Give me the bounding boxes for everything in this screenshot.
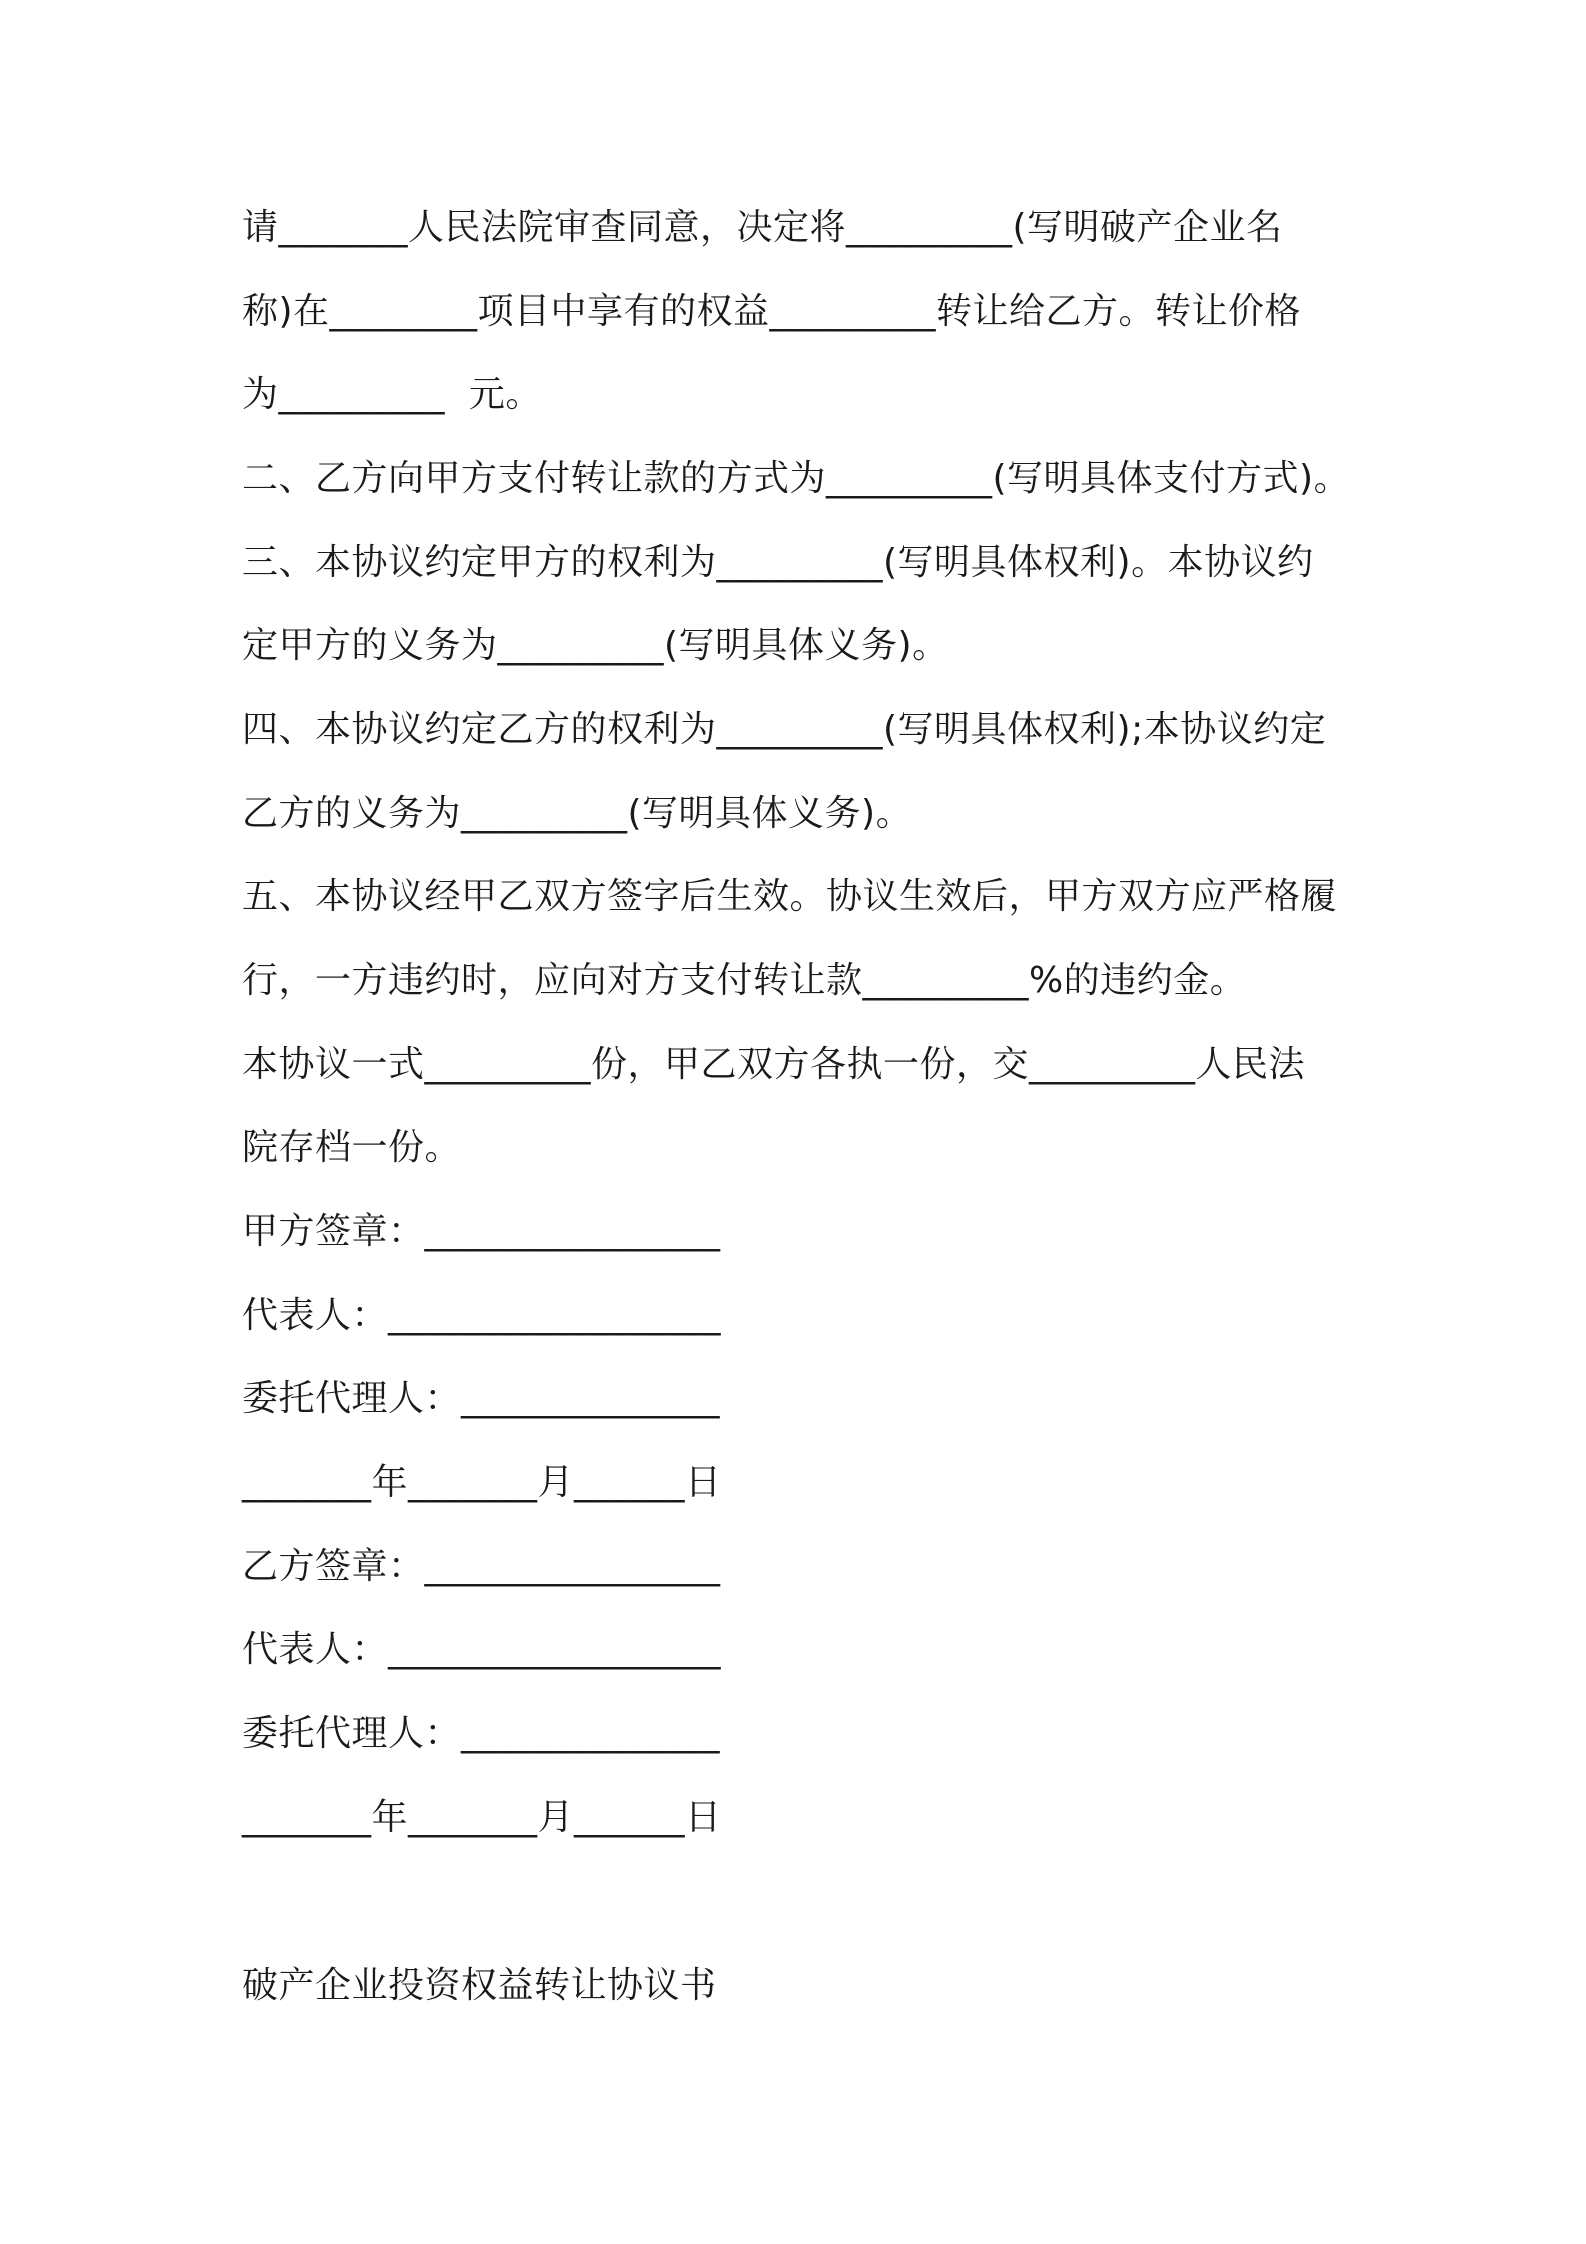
party-a-agent: 委托代理人：______________ bbox=[242, 1378, 721, 1419]
party-b-signature: 乙方签章：________________ bbox=[242, 1546, 721, 1587]
copies-line-2: 院存档一份。 bbox=[242, 1127, 462, 1168]
document-title: 破产企业投资权益转让协议书 bbox=[242, 1965, 717, 2006]
party-b-date: _______年_______月______日 bbox=[242, 1797, 722, 1838]
clause-five-line-2: 行，一方违约时，应向对方支付转让款_________%的违约金。 bbox=[242, 960, 1247, 1001]
clause-three-line-2: 定甲方的义务为_________(写明具体义务)。 bbox=[242, 625, 949, 666]
copies-line-1: 本协议一式_________份，甲乙双方各执一份，交_________人民法 bbox=[242, 1044, 1306, 1085]
clause-five-line-1: 五、本协议经甲乙双方签字后生效。协议生效后，甲方双方应严格履 bbox=[242, 876, 1338, 917]
party-a-date: _______年_______月______日 bbox=[242, 1462, 722, 1503]
party-a-signature: 甲方签章：________________ bbox=[242, 1211, 721, 1252]
paragraph-line-2: 称)在________项目中享有的权益_________转让给乙方。转让价格 bbox=[242, 291, 1302, 332]
party-b-agent: 委托代理人：______________ bbox=[242, 1713, 721, 1754]
clause-two-line: 二、乙方向甲方支付转让款的方式为_________(写明具体支付方式)。 bbox=[242, 458, 1351, 499]
paragraph-line-1: 请_______人民法院审查同意，决定将_________(写明破产企业名 bbox=[242, 207, 1283, 248]
clause-four-line-1: 四、本协议约定乙方的权利为_________(写明具体权利);本协议约定 bbox=[242, 709, 1327, 750]
party-a-representative: 代表人：__________________ bbox=[242, 1295, 722, 1336]
clause-three-line-1: 三、本协议约定甲方的权利为_________(写明具体权利)。本协议约 bbox=[242, 542, 1314, 583]
clause-four-line-2: 乙方的义务为_________(写明具体义务)。 bbox=[242, 793, 913, 834]
party-b-representative: 代表人：__________________ bbox=[242, 1629, 722, 1670]
paragraph-line-3: 为_________ 元。 bbox=[242, 374, 542, 415]
